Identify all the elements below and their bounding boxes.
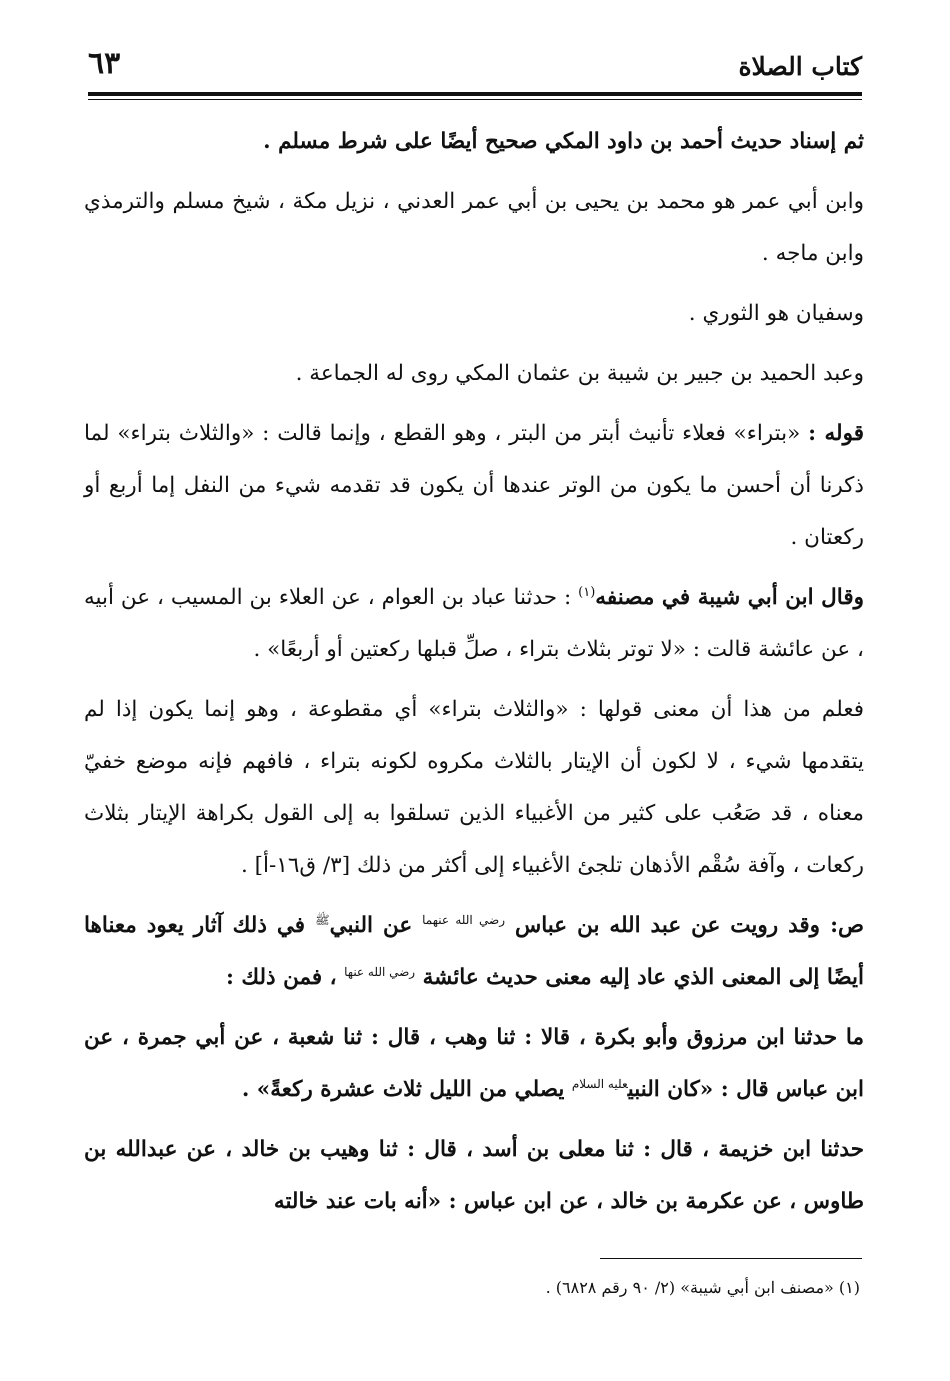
paragraph-lead: ص: xyxy=(830,913,864,938)
paragraph-batra-explanation xyxy=(84,408,864,564)
footnote-marker: (١) xyxy=(838,1278,860,1297)
paragraph-ibn-abi-umar xyxy=(84,176,864,280)
running-title: كتاب الصلاة xyxy=(738,52,862,81)
paragraph-text: وعبد الحميد بن جبير بن شيبة بن عثمان المكي روى له الجماعة . xyxy=(295,361,864,386)
header-rule-thick xyxy=(88,92,862,96)
page-number: ٦٣ xyxy=(88,46,121,81)
paragraph-sufyan xyxy=(84,288,864,340)
paragraph-sad-ibn-abbas xyxy=(84,900,864,1004)
paragraph-text: «بتراء» فعلاء تأنيث أبتر من البتر ، وهو القطع ، وإنما قالت : «والثلاث بتراء» لما ذكرنا أن أحسن ما يكون من الوتر عندها أن يكون قد تقدمه شيء من النفل إما أربع أو ركعتان . xyxy=(84,421,864,550)
paragraph-text: ، فمن ذلك : xyxy=(225,965,337,990)
paragraph-text: وقد رويت عن عبد الله بن عباس xyxy=(515,913,821,938)
paragraph-text: حدثنا ابن خزيمة ، قال : ثنا معلى بن أسد ، قال : ثنا وهيب بن خالد ، عن عبدالله بن طاوس ، عن عكرمة بن خالد ، عن ابن عباس : «أنه بات عند خالته xyxy=(84,1137,864,1214)
footnote-ref: (١) xyxy=(578,584,596,600)
paragraph-abd-al-hamid xyxy=(84,348,864,400)
honorific-glyph: رضي الله عنها xyxy=(344,964,416,979)
paragraph-hadith-khuzayma xyxy=(84,1124,864,1228)
paragraph-hadith-marzuq xyxy=(84,1012,864,1116)
paragraph-text: ما حدثنا ابن مرزوق وأبو بكرة ، قالا : ثنا وهب ، قال : ثنا شعبة ، عن أبي جمرة ، عن ابن عباس قال : «كان النبي xyxy=(84,1025,864,1102)
main-text xyxy=(84,116,864,1236)
paragraph-text: فعلم من هذا أن معنى قولها : «والثلاث بتراء» أي مقطوعة ، وهو إنما يكون إذا لم يتقدمها شيء ، لا لكون أن الإيتار بالثلاث مكروه لكونه بتراء ، فافهم فإنه موضع خفيّ معناه ، قد صَعُب على كثير من الأغبياء الذين تسلقوا به إلى القول بكراهة الإيتار بثلاث ركعات ، وآفة سُقْم الأذهان تلجئ الأغبياء إلى أكثر من ذلك [٣/ ق١٦-أ] . xyxy=(84,697,864,878)
honorific-glyph: رضي الله عنهما xyxy=(422,912,506,927)
paragraph-text: عن النبي xyxy=(329,913,413,938)
honorific-glyph: عليه السلام xyxy=(571,1076,628,1091)
footnote xyxy=(88,1276,860,1300)
footnote-separator xyxy=(600,1258,862,1259)
paragraph-text: وسفيان هو الثوري . xyxy=(688,301,864,326)
paragraph-text: ثم إسناد حديث أحمد بن داود المكي صحيح أيضًا على شرط مسلم . xyxy=(263,129,864,154)
paragraph-text: في ذلك آثار يعود معناها أيضًا إلى المعنى الذي عاد إليه معنى حديث عائشة xyxy=(84,913,864,990)
paragraph-lead: قوله : xyxy=(808,421,864,446)
footnote-text: «مصنف ابن أبي شيبة» (٢/ ٩٠ رقم ٦٨٢٨) . xyxy=(545,1278,834,1297)
paragraph-isnad-ruling xyxy=(84,116,864,168)
paragraph-text: وابن أبي عمر هو محمد بن يحيى بن أبي عمر العدني ، نزيل مكة ، شيخ مسلم والترمذي وابن ماجه . xyxy=(84,189,864,266)
paragraph-text: : حدثنا عباد بن العوام ، عن العلاء بن المسيب ، عن أبيه ، عن عائشة قالت : «لا توتر بثلاث بتراء ، صلِّ قبلها ركعتين أو أربعًا» . xyxy=(84,585,864,662)
paragraph-conclusion xyxy=(84,684,864,892)
honorific-glyph: ﷺ xyxy=(315,912,330,927)
paragraph-lead: وقال ابن أبي شيبة في مصنفه xyxy=(595,585,864,610)
paragraph-musannaf-quote xyxy=(84,572,864,676)
page-header xyxy=(88,38,862,90)
header-rule-thin xyxy=(88,99,862,100)
paragraph-text: يصلي من الليل ثلاث عشرة ركعةً» . xyxy=(241,1077,565,1102)
